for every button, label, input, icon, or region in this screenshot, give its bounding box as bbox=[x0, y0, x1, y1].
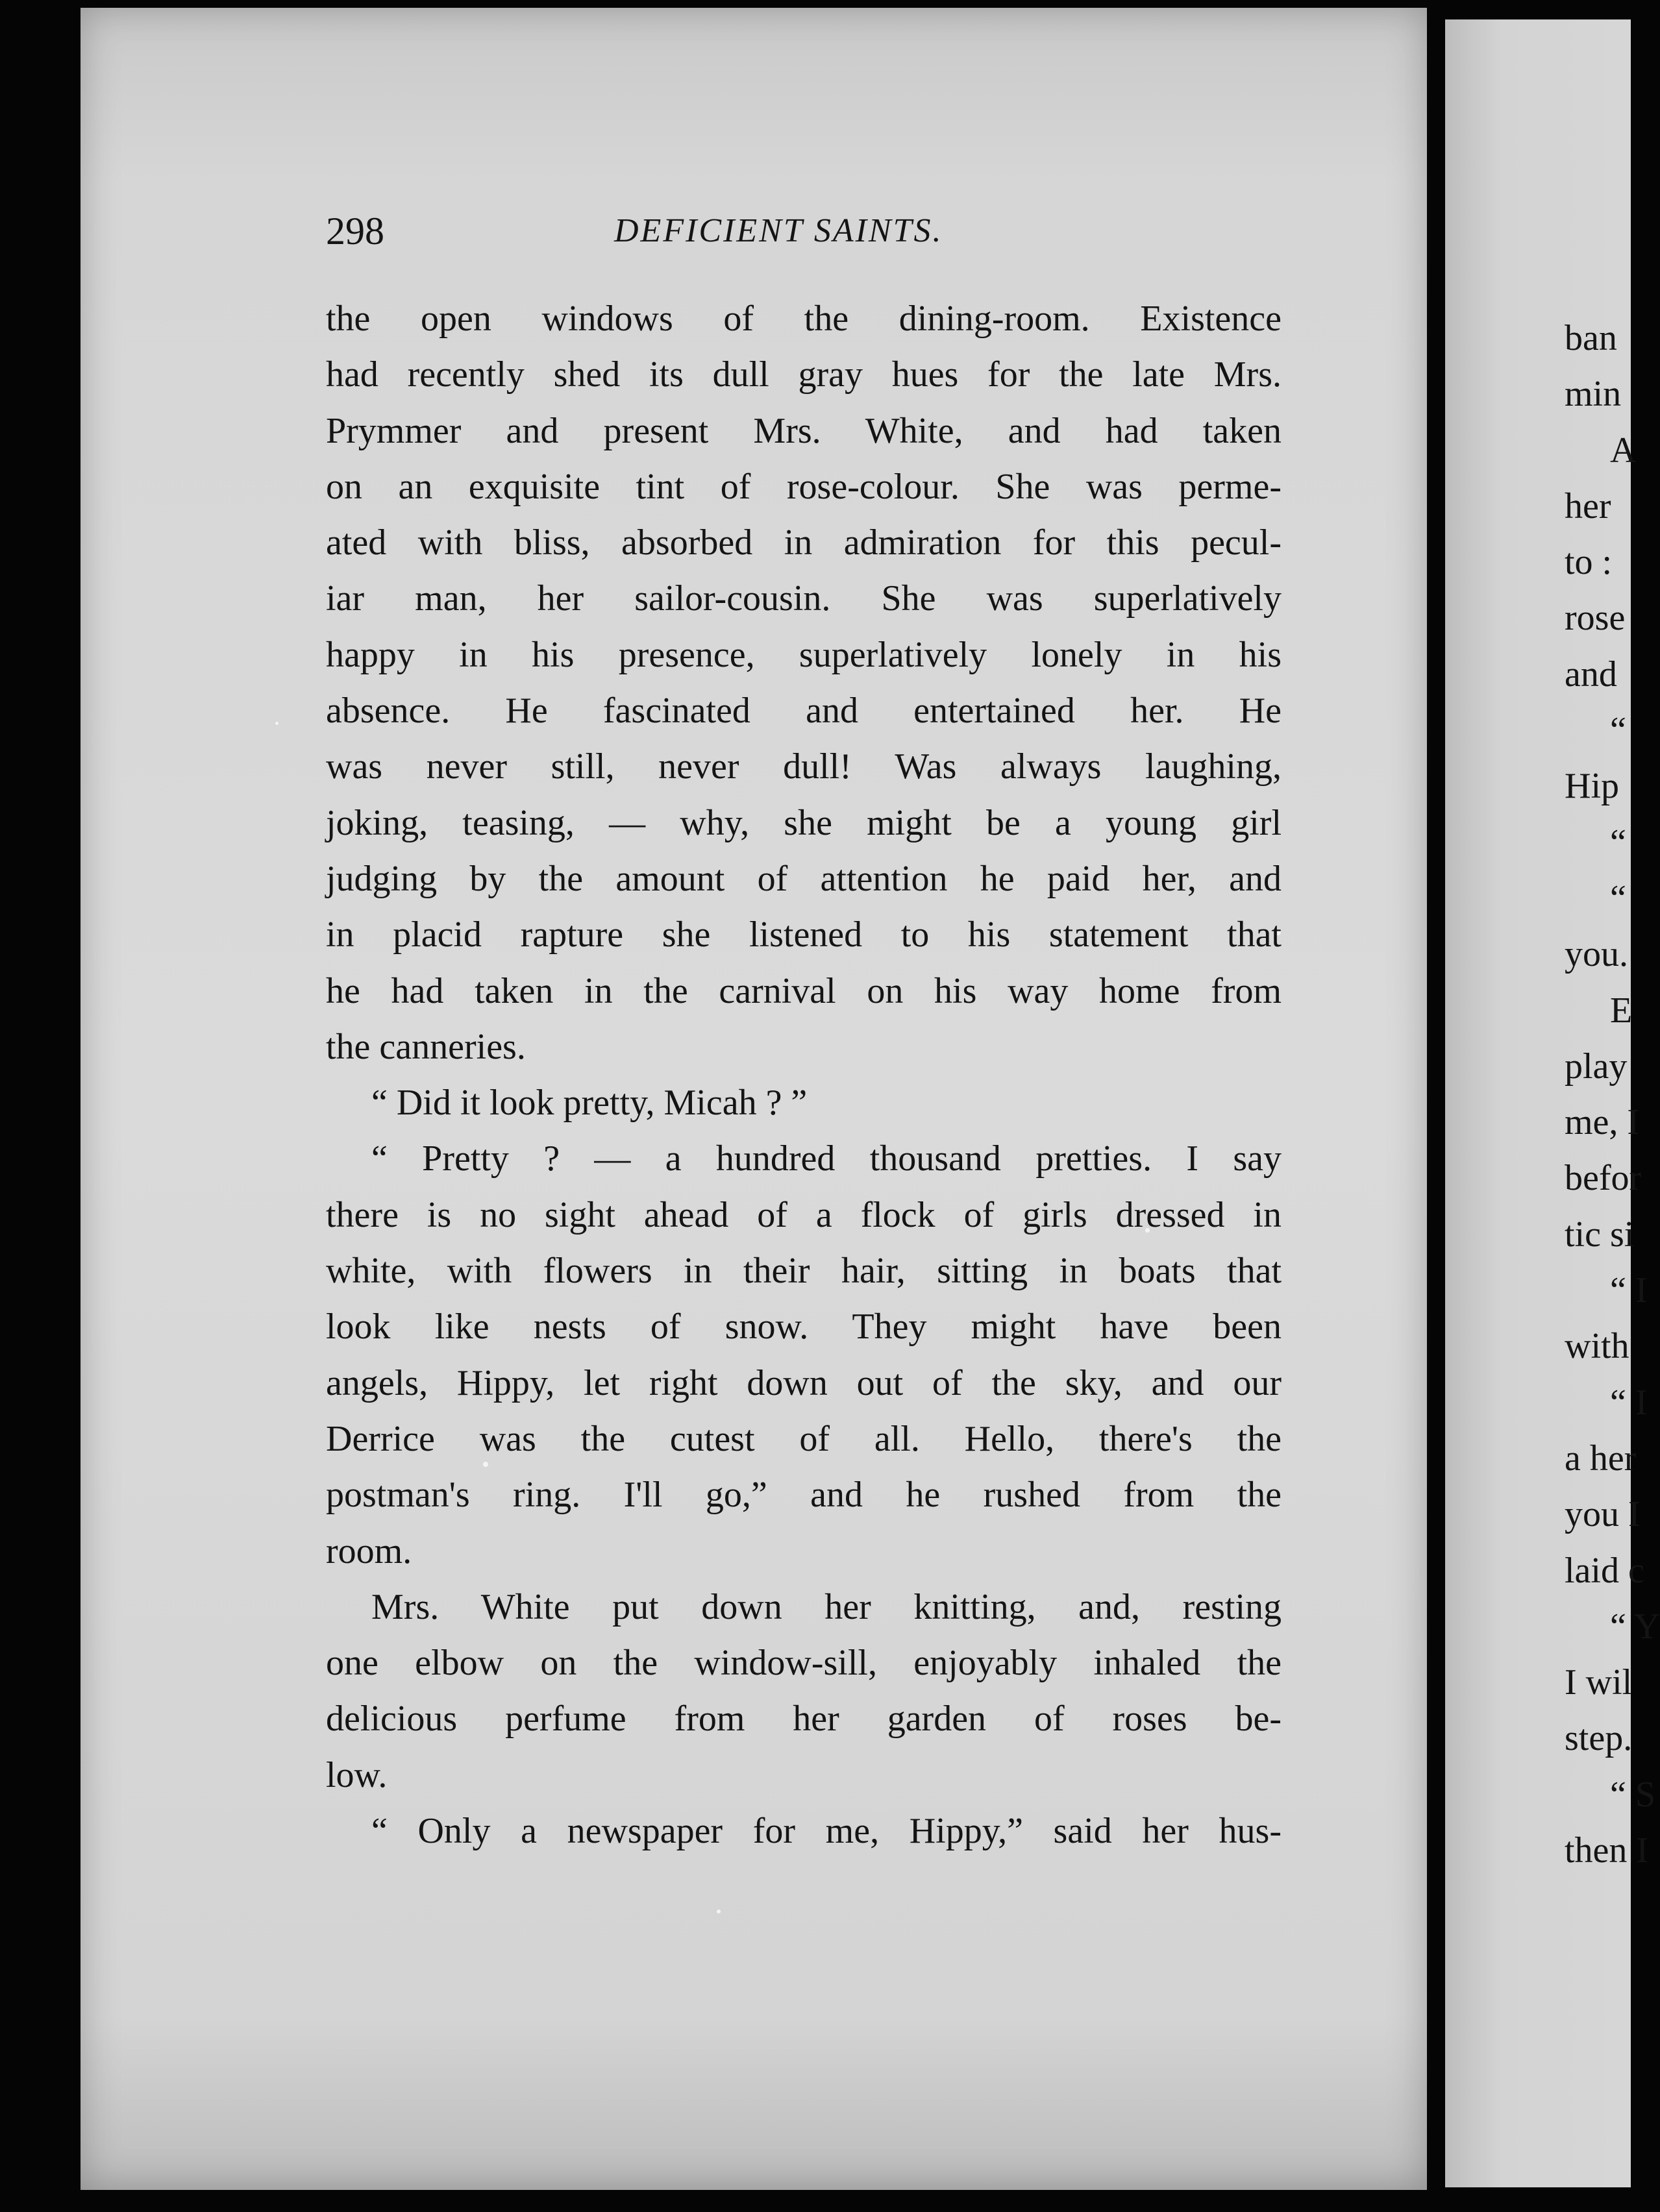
adjacent-page bbox=[1445, 19, 1660, 2187]
body-text bbox=[326, 291, 1282, 1859]
text-fragment: “ bbox=[1610, 878, 1626, 918]
text-fragment: A bbox=[1610, 430, 1637, 471]
text-line: room. bbox=[326, 1530, 412, 1571]
text-fragment: “ S bbox=[1610, 1774, 1655, 1815]
text-fragment: laid c bbox=[1565, 1550, 1644, 1591]
text-fragment: min bbox=[1565, 374, 1622, 415]
text-line: white, with flowers in their hair, sitting in boats that bbox=[326, 1251, 1282, 1292]
text-line: ated with bliss, absorbed in admiration for this pecul- bbox=[326, 522, 1282, 563]
page-header bbox=[326, 205, 1287, 276]
text-fragment: “ bbox=[1610, 822, 1626, 863]
text-line: angels, Hippy, let right down out of the sky, and our bbox=[326, 1362, 1282, 1403]
text-line: was never still, never dull! Was always laughing, bbox=[326, 746, 1282, 787]
text-line: one elbow on the window-sill, enjoyably inhaled the bbox=[326, 1643, 1282, 1684]
text-fragment: “ I bbox=[1610, 1382, 1648, 1423]
text-line: joking, teasing, — why, she might be a young girl bbox=[326, 802, 1282, 843]
text-line: “ Did it look pretty, Micah ? ” bbox=[371, 1083, 808, 1124]
text-line: iar man, her sailor-cousin. She was superlatively bbox=[326, 578, 1282, 619]
text-fragment: ban bbox=[1565, 318, 1617, 358]
text-fragment: I wil bbox=[1565, 1662, 1633, 1703]
text-fragment: E bbox=[1610, 990, 1633, 1031]
text-line: had recently shed its dull gray hues for the late Mrs. bbox=[326, 354, 1282, 395]
text-line: Mrs. White put down her knitting, and, resting bbox=[371, 1586, 1282, 1627]
text-line: postman's ring. I'll go,” and he rushed from the bbox=[326, 1475, 1282, 1516]
text-fragment: you I bbox=[1565, 1494, 1641, 1535]
text-line: happy in his presence, superlatively lonely in his bbox=[326, 634, 1282, 675]
text-line: judging by the amount of attention he paid her, and bbox=[326, 858, 1282, 899]
text-fragment: Hip bbox=[1565, 766, 1619, 807]
text-line: look like nests of snow. They might have been bbox=[326, 1307, 1282, 1347]
text-fragment: to : bbox=[1565, 542, 1613, 583]
text-fragment: “ Y bbox=[1610, 1606, 1660, 1647]
text-line: in placid rapture she listened to his statement that bbox=[326, 915, 1282, 955]
text-line: “ Only a newspaper for me, Hippy,” said her hus- bbox=[371, 1811, 1282, 1852]
text-line: Derrice was the cutest of all. Hello, there's the bbox=[326, 1418, 1282, 1459]
text-fragment: befor bbox=[1565, 1158, 1642, 1199]
adjacent-page-text bbox=[1565, 310, 1660, 1878]
text-line: absence. He fascinated and entertained her. He bbox=[326, 691, 1282, 731]
text-fragment: “ bbox=[1610, 710, 1626, 751]
text-fragment: rose bbox=[1565, 598, 1626, 639]
text-fragment: tic si bbox=[1565, 1214, 1635, 1255]
text-fragment: me, I bbox=[1565, 1102, 1640, 1143]
text-line: there is no sight ahead of a flock of girls dressed in bbox=[326, 1194, 1282, 1235]
text-fragment: step. bbox=[1565, 1718, 1633, 1759]
text-fragment: you. bbox=[1565, 934, 1628, 975]
text-fragment: with bbox=[1565, 1326, 1629, 1367]
text-line: Prymmer and present Mrs. White, and had taken bbox=[326, 410, 1282, 451]
text-fragment: a her bbox=[1565, 1438, 1637, 1479]
text-line: delicious perfume from her garden of roses be- bbox=[326, 1699, 1282, 1739]
text-line: he had taken in the carnival on his way home from bbox=[326, 970, 1282, 1011]
running-title: DEFICIENT SAINTS. bbox=[614, 212, 943, 249]
text-line: on an exquisite tint of rose-colour. She was perme- bbox=[326, 466, 1282, 507]
text-fragment: play bbox=[1565, 1046, 1628, 1087]
text-line: “ Pretty ? — a hundred thousand pretties. I say bbox=[371, 1138, 1282, 1179]
text-fragment: then I bbox=[1565, 1830, 1649, 1871]
text-line: low. bbox=[326, 1754, 388, 1795]
text-line: the canneries. bbox=[326, 1026, 526, 1067]
text-fragment: her bbox=[1565, 485, 1611, 526]
text-line: the open windows of the dining-room. Existence bbox=[326, 299, 1282, 339]
text-fragment: “ I bbox=[1610, 1270, 1648, 1311]
page-number: 298 bbox=[326, 210, 384, 252]
text-fragment: and bbox=[1565, 654, 1617, 694]
